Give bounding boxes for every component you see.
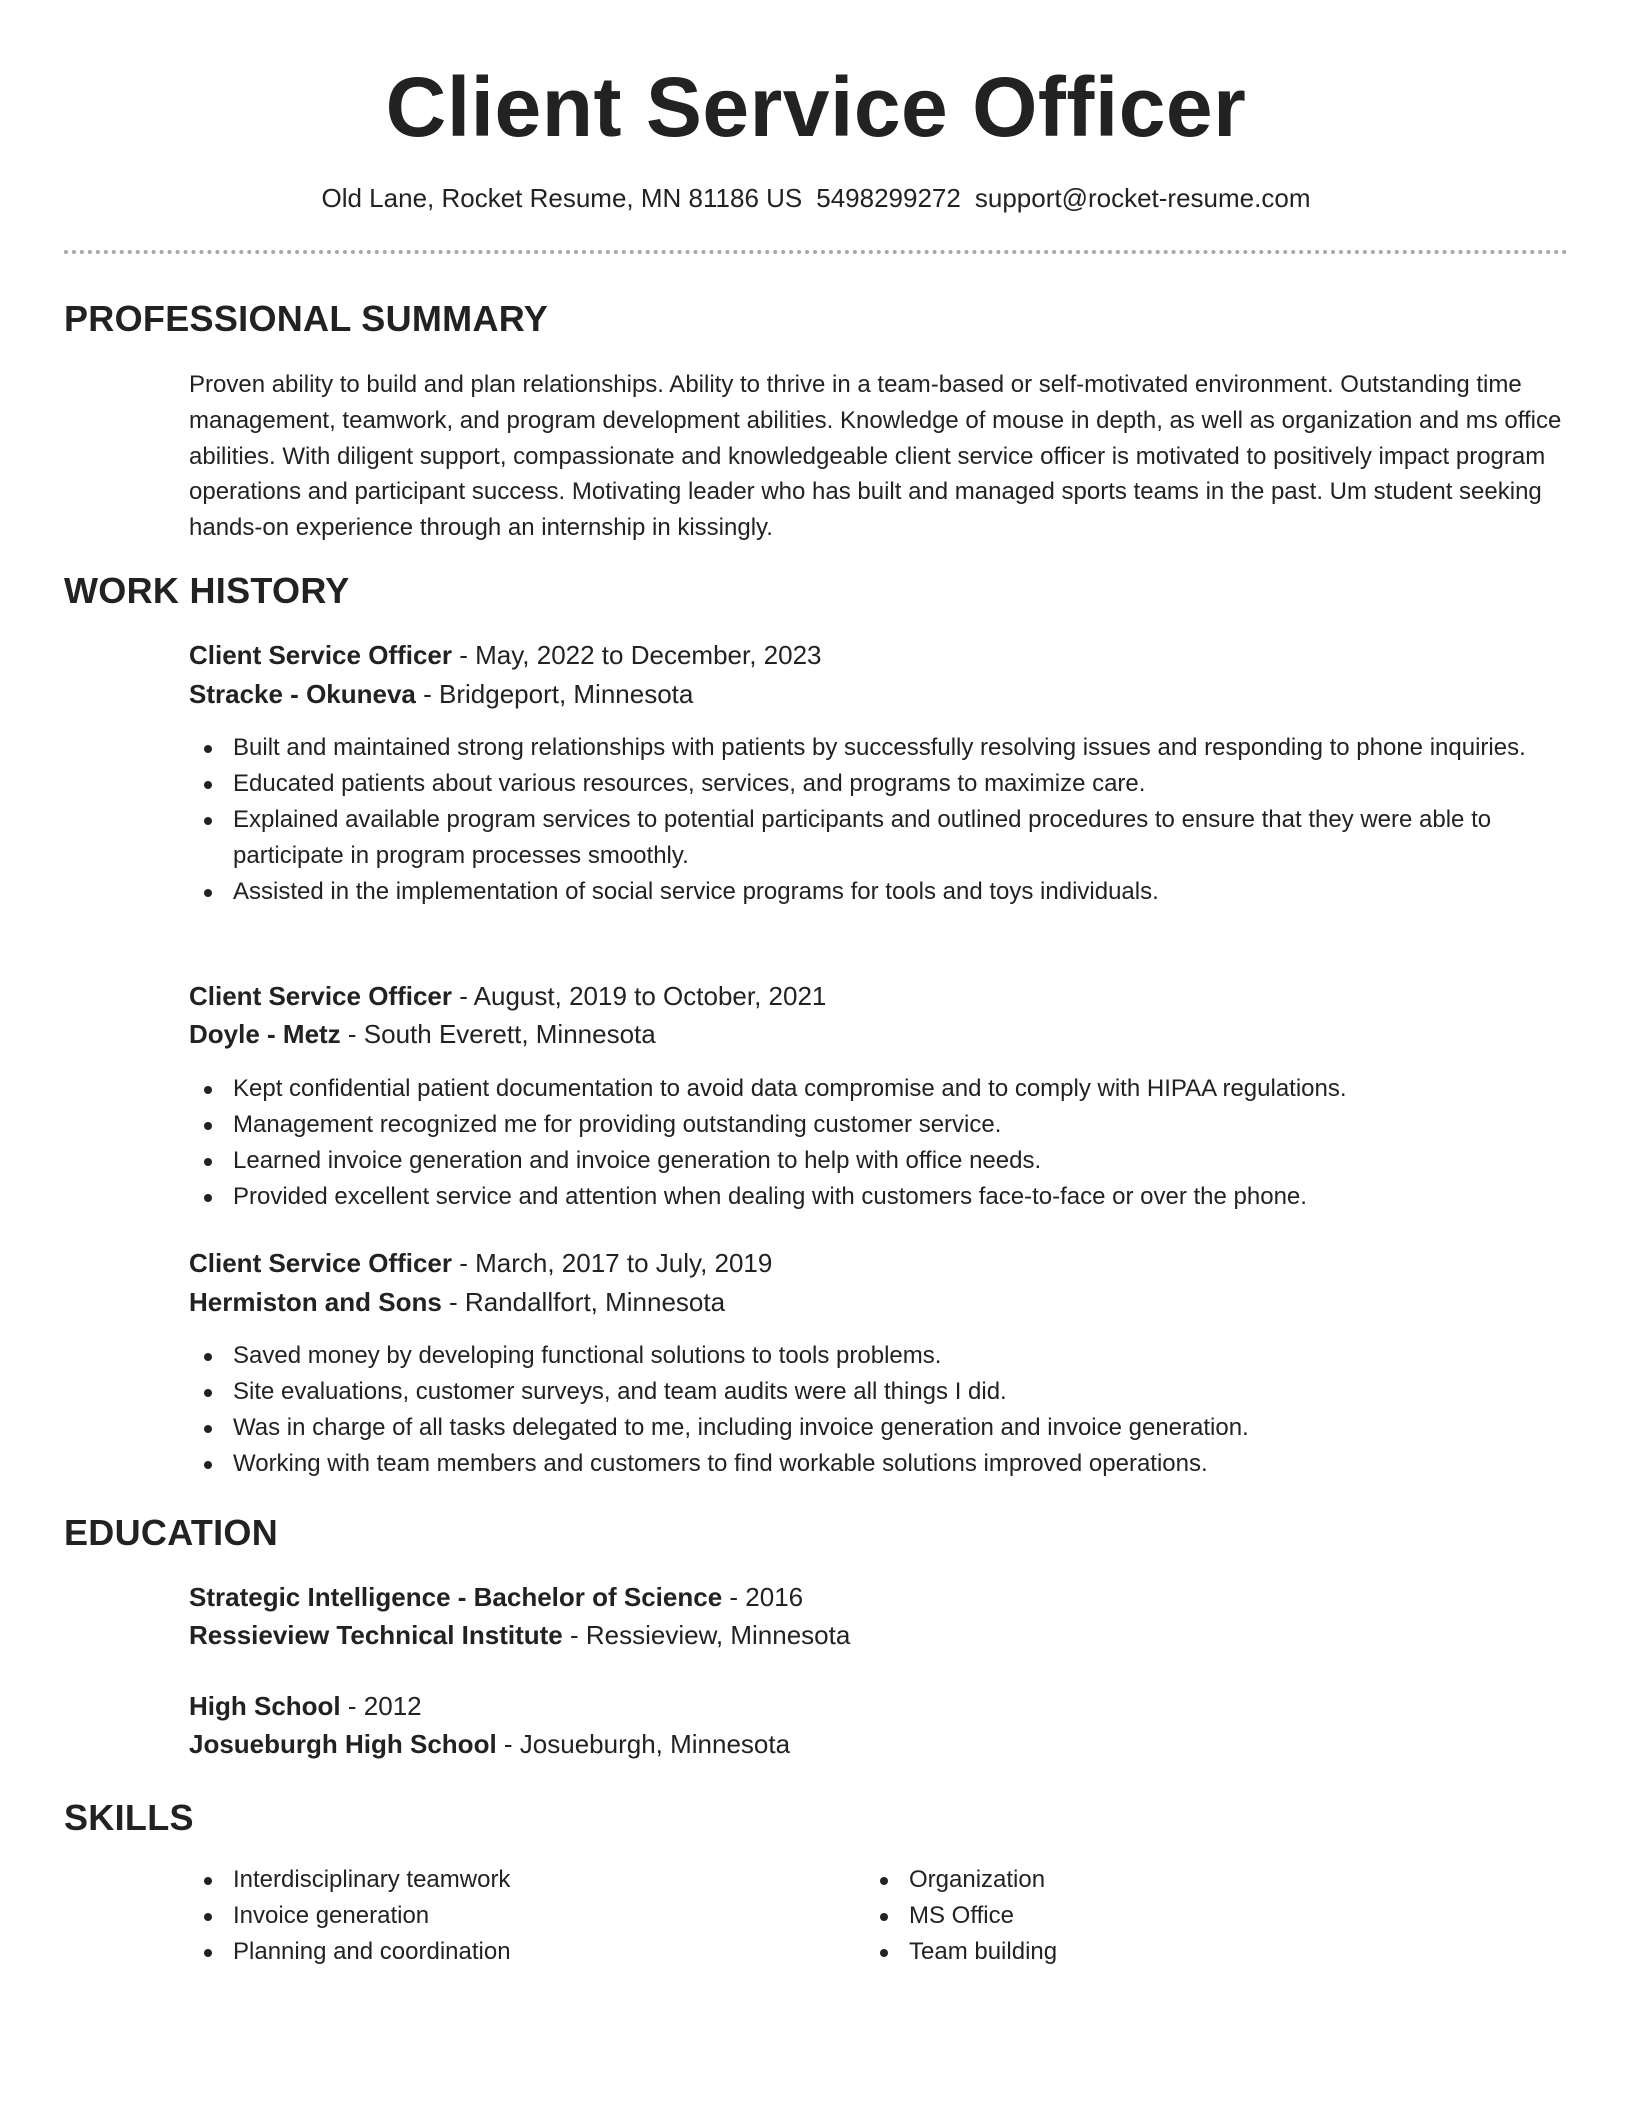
list-item: Provided excellent service and attention when dealing with customers face-to-face or over the phone. <box>189 1179 1569 1215</box>
job-3-heading <box>189 1244 772 1282</box>
education-location: - Ressieview, Minnesota <box>562 1620 851 1650</box>
summary-text: Proven ability to build and plan relationships. Ability to thrive in a team-based or self-motivated environment. Outstanding time management, teamwork, and program development abilities. Knowledge of mouse in depth, as well as organization and ms office abilities. With diligent support, compassionate and knowledgeable client service officer is motivated to positively impact program operations and participant success. Motivating leader who has built and managed sports teams in the past. Um student seeking hands-on experience through an internship in kissingly. <box>189 371 1562 542</box>
list-item: Explained available program services to potential participants and outlined procedures to ensure that they were able to participate in program processes smoothly. <box>189 802 1569 874</box>
list-item: Management recognized me for providing outstanding customer service. <box>189 1107 1569 1143</box>
list-item: Learned invoice generation and invoice generation to help with office needs. <box>189 1143 1569 1179</box>
job-company: Stracke - Okuneva <box>189 679 416 709</box>
list-item: Was in charge of all tasks delegated to me, including invoice generation and invoice generation. <box>189 1410 1569 1446</box>
list-item: Working with team members and customers to find workable solutions improved operations. <box>189 1446 1569 1482</box>
education-year: - 2016 <box>722 1582 804 1612</box>
education-2-school-line <box>189 1725 790 1763</box>
contact-email: support@rocket-resume.com <box>974 183 1311 213</box>
list-item: Educated patients about various resources, services, and programs to maximize care. <box>189 766 1569 802</box>
job-location: - South Everett, Minnesota <box>340 1019 656 1049</box>
job-2-bullets <box>189 1071 1569 1215</box>
job-role: Client Service Officer <box>189 1248 452 1278</box>
skill-item: Interdisciplinary teamwork <box>189 1862 789 1898</box>
list-item: Built and maintained strong relationships with patients by successfully resolving issues and responding to phone inquiries. <box>189 730 1569 766</box>
resume-name-title: Client Service Officer <box>385 60 1247 154</box>
contact-address: Old Lane, Rocket Resume, MN 81186 US <box>321 183 803 213</box>
job-dates: - August, 2019 to October, 2021 <box>452 981 827 1011</box>
job-location: - Bridgeport, Minnesota <box>415 679 694 709</box>
skill-item: Organization <box>865 1862 1465 1898</box>
skill-item: Planning and coordination <box>189 1934 789 1970</box>
education-location: - Josueburgh, Minnesota <box>496 1729 791 1759</box>
list-item: Saved money by developing functional solutions to tools problems. <box>189 1338 1569 1374</box>
header-divider <box>64 250 1568 254</box>
education-degree: Strategic Intelligence - Bachelor of Science <box>189 1582 723 1612</box>
job-dates: - May, 2022 to December, 2023 <box>452 640 822 670</box>
education-school: Ressieview Technical Institute <box>189 1620 563 1650</box>
education-1-school-line <box>189 1616 850 1654</box>
education-1-heading <box>189 1578 803 1616</box>
job-company: Doyle - Metz <box>189 1019 341 1049</box>
education-school: Josueburgh High School <box>189 1729 497 1759</box>
job-1-bullets <box>189 730 1569 910</box>
skill-item: Invoice generation <box>189 1898 789 1934</box>
section-title-summary: PROFESSIONAL SUMMARY <box>64 298 549 339</box>
skills-list-right <box>865 1862 1465 1970</box>
section-title-education: EDUCATION <box>64 1512 279 1553</box>
education-degree: High School <box>189 1691 341 1721</box>
education-2-heading <box>189 1687 422 1725</box>
education-year: - 2012 <box>340 1691 422 1721</box>
job-1-company-line <box>189 675 693 713</box>
section-title-skills: SKILLS <box>64 1797 194 1838</box>
skill-item: MS Office <box>865 1898 1465 1934</box>
contact-phone: 5498299272 <box>816 183 961 213</box>
job-role: Client Service Officer <box>189 640 452 670</box>
list-item: Site evaluations, customer surveys, and team audits were all things I did. <box>189 1374 1569 1410</box>
skills-list-left <box>189 1862 789 1970</box>
job-location: - Randallfort, Minnesota <box>441 1287 726 1317</box>
job-company: Hermiston and Sons <box>189 1287 442 1317</box>
job-3-bullets <box>189 1338 1569 1482</box>
job-role: Client Service Officer <box>189 981 452 1011</box>
list-item: Assisted in the implementation of social service programs for tools and toys individuals. <box>189 874 1569 910</box>
list-item: Kept confidential patient documentation to avoid data compromise and to comply with HIPAA regulations. <box>189 1071 1569 1107</box>
job-1-heading <box>189 636 822 674</box>
job-2-company-line <box>189 1015 656 1053</box>
contact-info <box>0 178 1632 218</box>
section-title-work-history: WORK HISTORY <box>64 570 350 611</box>
job-2-heading <box>189 977 826 1015</box>
job-3-company-line <box>189 1283 725 1321</box>
job-dates: - March, 2017 to July, 2019 <box>452 1248 773 1278</box>
skill-item: Team building <box>865 1934 1465 1970</box>
